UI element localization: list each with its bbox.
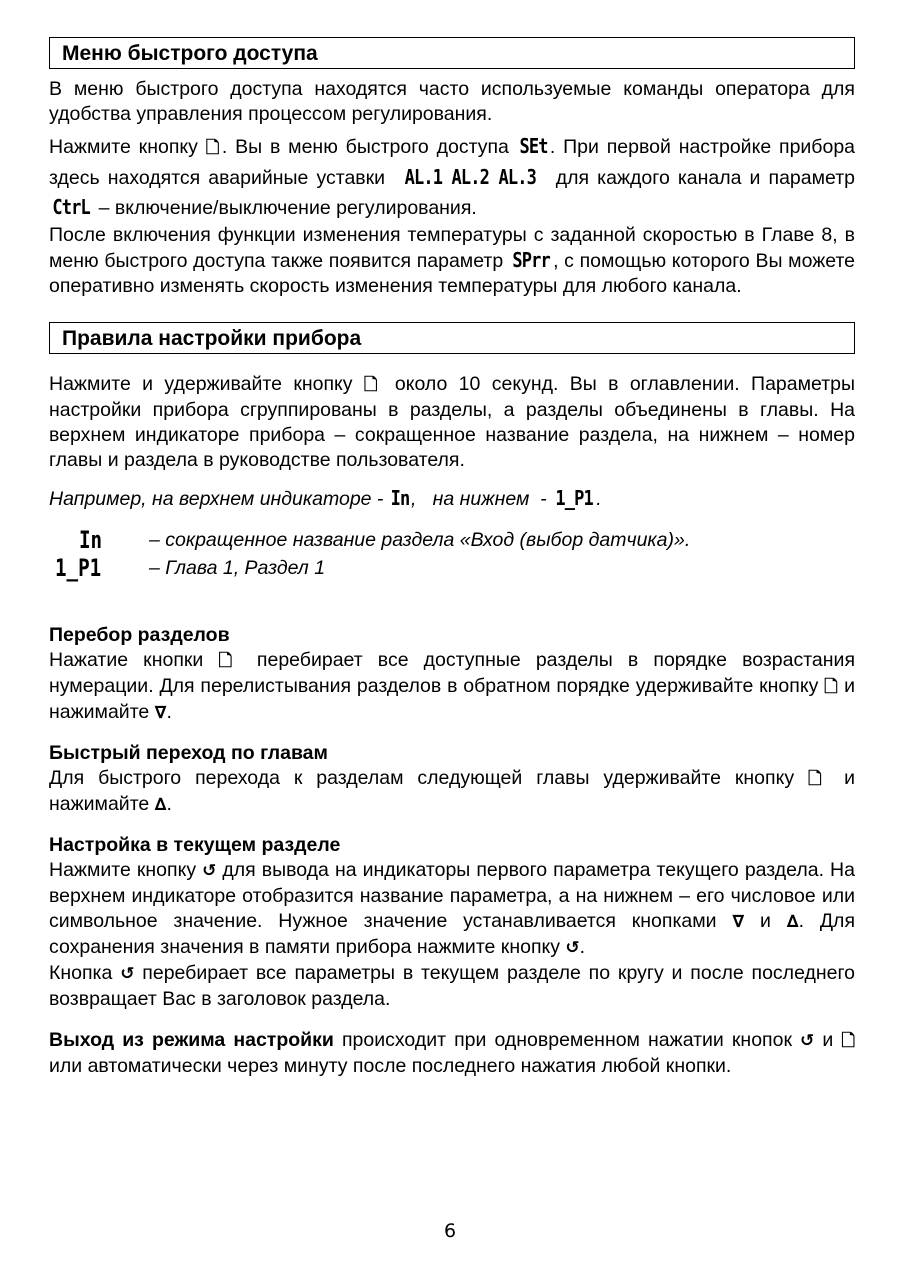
text-run: перебирает все параметры в текущем разделе по кругу и после последнего возвращает Вас в заголовок раздела. [49, 962, 856, 1010]
text-run: . [596, 488, 602, 510]
text-run: и [814, 1029, 842, 1051]
text-run: перебирает все доступные разделы в порядке возрастания нумерации. Для перелистывания разделов в обратном порядке удерживайте кнопку [49, 649, 855, 697]
paragraph-current-section [49, 858, 855, 961]
text-run: или автоматически через минуту после последнего нажатия любой кнопки. [49, 1055, 732, 1077]
cycle-key-icon: ↺ [120, 964, 135, 984]
cycle-key-icon: ↺ [202, 861, 217, 881]
text-run: После включения функции изменения температуры с заданной скоростью в Главе 8, в меню быстрого доступа также появится параметр [49, 224, 855, 272]
section-title: Меню быстрого доступа [62, 42, 318, 65]
display-code-1p1: 1_P1 [555, 486, 593, 510]
paragraph-quick-menu-intro: В меню быстрого доступа находятся часто используемые команды оператора для удобства управления процессом регулирования. [49, 78, 855, 125]
paragraph-quick-menu-keys [49, 132, 855, 223]
legend-code: 1_P1 [55, 554, 102, 582]
text-run: Нажатие кнопки [49, 649, 219, 671]
paragraph-section-cycling [49, 648, 855, 726]
text-run: Нажмите кнопку [49, 859, 203, 881]
display-code-legend [49, 526, 855, 582]
text-run: и [744, 910, 787, 932]
section-heading-setup-rules [49, 322, 855, 354]
paragraph-rate-param [49, 223, 855, 299]
text-run: для вывода на индикаторы первого параметра текущего раздела. На верхнем индикаторе отобразится название параметра, а на нижнем – его числовое или символьное значение. Нужное значение устанавливается кнопками [49, 859, 855, 932]
text-run: и нажимайте [49, 767, 856, 815]
text-run: . [579, 936, 586, 958]
text-run: . Для сохранения значения в памяти прибора нажмите кнопку [49, 910, 855, 958]
legend-description: – сокращенное название раздела «Вход (выбор датчика)». [149, 529, 691, 551]
paragraph-example [49, 483, 855, 514]
text-run: для каждого канала и параметр [547, 167, 855, 189]
section-heading-quick-menu [49, 37, 855, 69]
section-title: Правила настройки прибора [62, 327, 362, 350]
paragraph-chapter-jump [49, 766, 855, 818]
subheading-section-cycling: Перебор разделов [49, 624, 230, 646]
subheading-chapter-jump: Быстрый переход по главам [49, 742, 328, 764]
text-run: , с помощью которого Вы можете оперативно изменять скорость изменения температуры для любого канала. [49, 250, 855, 297]
legend-row [49, 554, 855, 582]
text-run: . [166, 701, 172, 723]
legend-description: – Глава 1, Раздел 1 [149, 557, 326, 579]
down-key-icon: ∇ [154, 703, 167, 723]
text-run: Например, на верхнем индикаторе - [49, 488, 389, 510]
paragraph-exit-setup [49, 1028, 855, 1079]
exit-setup-bold: Выход из режима настройки [49, 1029, 334, 1051]
down-key-icon: ∇ [732, 912, 745, 932]
page-key-icon: 🗋 [205, 138, 222, 158]
paragraph-cycle-key [49, 961, 855, 1012]
page-key-icon: 🗋 [808, 769, 831, 789]
cycle-key-icon: ↺ [800, 1031, 815, 1051]
display-code-set: SEt [519, 134, 548, 158]
page-number: 6 [443, 1220, 457, 1242]
text-run: происходит при одновременном нажатии кнопок [333, 1029, 801, 1051]
text-run: Нажмите и удерживайте кнопку [49, 373, 364, 395]
page-key-icon: 🗋 [218, 651, 242, 671]
page-key-icon: 🗋 [363, 375, 384, 395]
text-run: около 10 секунд. Вы в оглавлении. Параметры настройки прибора сгруппированы в разделы, а разделы объединены в главы. На верхнем индикаторе прибора – сокращенное название раздела, на нижнем – номер главы и раздела в руководстве пользователя. [49, 373, 856, 471]
display-code-alarms: AL.1 AL.2 AL.3 [404, 165, 537, 189]
page-key-icon: 🗋 [824, 677, 839, 697]
text-run: Нажмите кнопку [49, 136, 206, 158]
text-run: Для быстрого перехода к разделам следующей главы удерживайте кнопку [49, 767, 808, 789]
up-key-icon: ∆ [154, 795, 167, 815]
text-run: – включение/выключение регулирования. [93, 197, 477, 219]
text-run: . При первой настройке прибора здесь находятся аварийные уставки [49, 136, 856, 189]
display-code-sprr: SPrr [512, 248, 550, 272]
text-run: Кнопка [49, 962, 121, 984]
text-run: и нажимайте [49, 675, 855, 723]
text-run: . [166, 793, 172, 815]
text-run: , на нижнем - [410, 488, 553, 510]
text-run: . Вы в меню быстрого доступа [221, 136, 517, 158]
legend-row [49, 526, 855, 554]
up-key-icon: ∆ [786, 912, 799, 932]
document-page [49, 37, 855, 1079]
display-code-in: In [390, 486, 410, 510]
display-code-ctrl: CtrL [52, 195, 90, 219]
subheading-current-section: Настройка в текущем разделе [49, 834, 341, 856]
paragraph-setup-intro [49, 372, 855, 473]
cycle-key-icon: ↺ [565, 938, 580, 958]
page-key-icon: 🗋 [841, 1031, 855, 1051]
legend-code: In [79, 526, 103, 554]
